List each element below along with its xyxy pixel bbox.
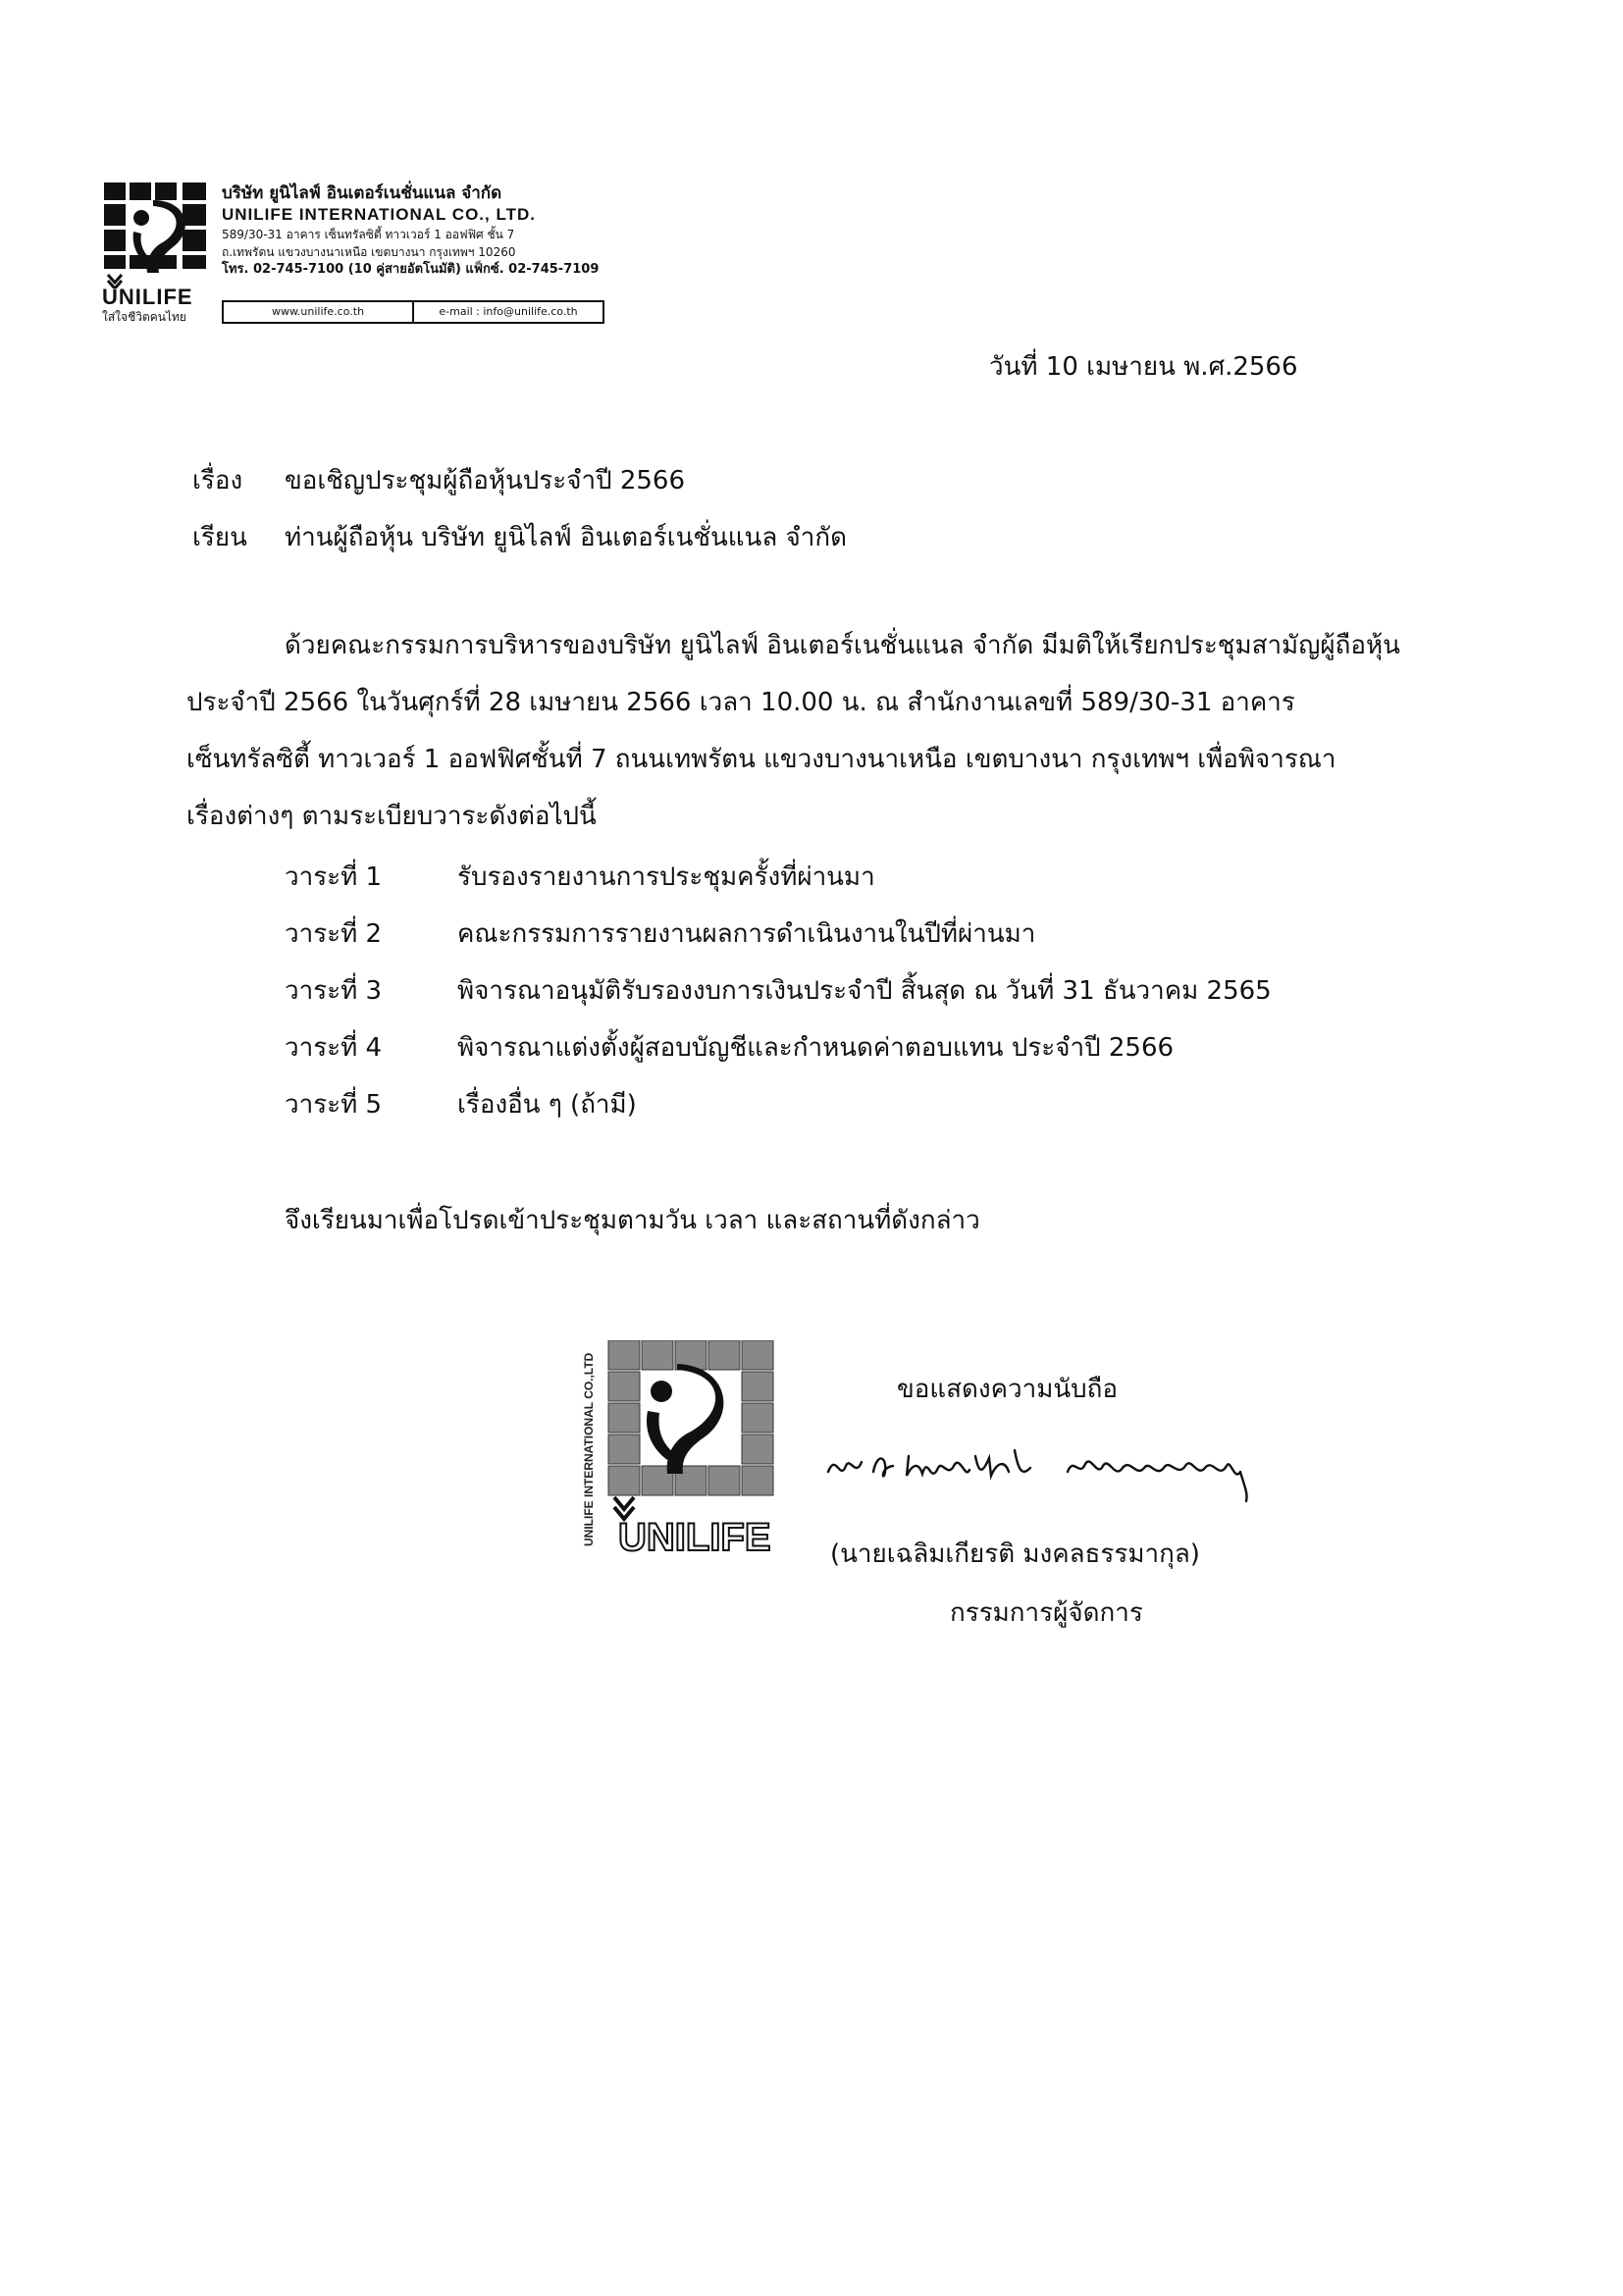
regards-text: ขอแสดงความนับถือ <box>897 1375 1118 1404</box>
agenda-text: รับรองรายงานการประชุมครั้งที่ผ่านมา <box>457 862 875 892</box>
agenda-label: วาระที่ 4 <box>285 1033 383 1063</box>
letterhead-logo-word: UNILIFE <box>102 285 193 309</box>
company-website: www.unilife.co.th <box>271 305 365 318</box>
agenda-label: วาระที่ 3 <box>285 976 383 1006</box>
agenda-label: วาระที่ 1 <box>285 862 383 892</box>
body-line: ประจำปี 2566 ในวันศุกร์ที่ 28 เมษายน 2566 เวลา 10.00 น. ณ สำนักงานเลขที่ 589/30-31 อาคาร <box>186 688 1295 717</box>
agenda-text: คณะกรรมการรายงานผลการดำเนินงานในปีที่ผ่านมา <box>457 919 1036 949</box>
signature-stroke <box>822 1433 1293 1505</box>
body-line: เซ็นทรัลซิตี้ ทาวเวอร์ 1 ออฟฟิศชั้นที่ 7 ถนนเทพรัตน แขวงบางนาเหนือ เขตบางนา กรุงเทพฯ เพื่อพิจารณา <box>186 745 1336 774</box>
letterhead-text <box>222 183 614 279</box>
agenda-label: วาระที่ 5 <box>285 1090 383 1120</box>
subject-label: เรื่อง <box>192 466 243 496</box>
body-line: เรื่องต่างๆ ตามระเบียบวาระดังต่อไปนี้ <box>186 802 597 831</box>
company-phone-line: โทร. 02-745-7100 (10 คู่สายอัตโนมัติ) แฟ็กซ์. 02-745-7109 <box>222 262 600 277</box>
svg-text:UNILIFE: UNILIFE <box>618 1516 771 1554</box>
company-address-line2: ถ.เทพรัตน แขวงบางนาเหนือ เขตบางนา กรุงเทพฯ 10260 <box>222 245 516 259</box>
recipient-value: ท่านผู้ถือหุ้น บริษัท ยูนิไลฟ์ อินเตอร์เนชั่นแนล จำกัด <box>285 523 847 552</box>
company-name-thai: บริษัท ยูนิไลฟ์ อินเตอร์เนชั่นแนล จำกัด <box>222 183 502 203</box>
company-email: e-mail : info@unilife.co.th <box>412 302 602 322</box>
agenda-text: พิจารณาอนุมัติรับรองงบการเงินประจำปี สิ้นสุด ณ วันที่ 31 ธันวาคม 2565 <box>457 976 1272 1006</box>
svg-text:UNILIFE INTERNATIONAL CO.,LTD: UNILIFE INTERNATIONAL CO.,LTD <box>582 1352 596 1546</box>
subject-value: ขอเชิญประชุมผู้ถือหุ้นประจำปี 2566 <box>285 466 686 496</box>
signature-label: นาย เฉลิมเกียรติ มงคลธรรมกุล <box>822 1503 836 1504</box>
signature <box>822 1433 1293 1505</box>
company-seal-icon <box>579 1340 775 1554</box>
letter-date: วันที่ 10 เมษายน พ.ศ.2566 <box>989 352 1298 382</box>
company-name-english: UNILIFE INTERNATIONAL CO., LTD. <box>222 205 536 224</box>
company-address-line1: 589/30-31 อาคาร เซ็นทรัลซิตี้ ทาวเวอร์ 1 ออฟฟิศ ชั้น 7 <box>222 228 515 241</box>
body-line: ด้วยคณะกรรมการบริหารของบริษัท ยูนิไลฟ์ อินเตอร์เนชั่นแนล จำกัด มีมติให้เรียกประชุมสามัญผู้ถือหุ้น <box>285 631 1400 660</box>
signer-name: (นายเฉลิมเกียรติ มงคลธรรมากุล) <box>830 1539 1200 1569</box>
agenda-text: เรื่องอื่น ๆ (ถ้ามี) <box>457 1090 637 1120</box>
recipient-label: เรียน <box>192 523 247 552</box>
agenda-label: วาระที่ 2 <box>285 919 383 949</box>
body-paragraph <box>186 628 1433 856</box>
closing-sentence: จึงเรียนมาเพื่อโปรดเข้าประชุมตามวัน เวลา และสถานที่ดังกล่าว <box>285 1206 980 1235</box>
signer-title: กรรมการผู้จัดการ <box>950 1598 1143 1628</box>
unilife-logo-icon <box>104 183 206 288</box>
letterhead-contact-box <box>222 300 604 324</box>
letterhead-slogan: ใส่ใจชีวิตคนไทย <box>102 310 186 324</box>
agenda-text: พิจารณาแต่งตั้งผู้สอบบัญชีและกำหนดค่าตอบแทน ประจำปี 2566 <box>457 1033 1175 1063</box>
